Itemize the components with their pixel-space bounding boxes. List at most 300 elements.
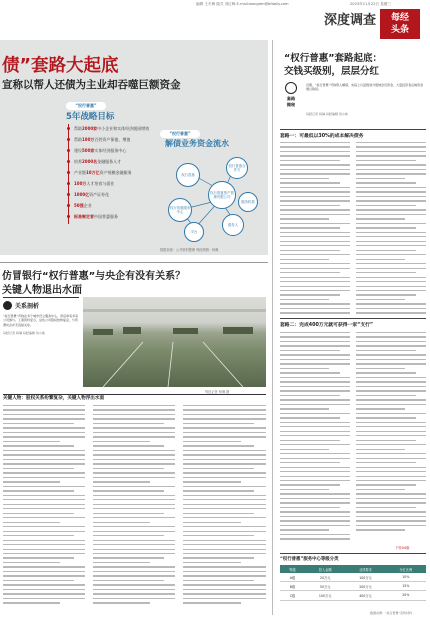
relation-box xyxy=(3,297,79,389)
right-headline-1: “权行普惠”套路起底： xyxy=(284,53,382,64)
text-line xyxy=(356,471,426,472)
text-line xyxy=(93,544,175,545)
text-line xyxy=(356,263,426,264)
text-line xyxy=(280,236,350,237)
text-line xyxy=(93,495,175,496)
text-line xyxy=(356,294,416,295)
text-line xyxy=(280,254,350,255)
text-line xyxy=(280,408,329,409)
right-col-2 xyxy=(356,142,426,317)
text-line xyxy=(93,540,175,541)
banner-caption: 数据来源：公开资料整理 每经制图：杨琳 xyxy=(160,248,219,252)
text-line xyxy=(280,359,350,360)
text-line xyxy=(3,584,85,585)
plan-item-dot xyxy=(67,149,70,152)
plan-item-prefix: 帮助 xyxy=(74,126,82,131)
text-line xyxy=(93,445,164,446)
text-line xyxy=(3,432,85,433)
text-line xyxy=(356,308,426,309)
text-line xyxy=(3,575,85,576)
diagram-node: 权行普惠服务中心 xyxy=(168,198,192,222)
text-line xyxy=(280,345,350,346)
text-line xyxy=(183,549,266,550)
text-line xyxy=(356,160,416,161)
text-line xyxy=(93,571,175,572)
text-line xyxy=(93,409,175,410)
text-line xyxy=(93,436,175,437)
text-line xyxy=(280,413,350,414)
text-line xyxy=(356,272,416,273)
text-line xyxy=(280,169,350,170)
text-line xyxy=(3,522,60,523)
diagram-node: 服务机构 xyxy=(238,192,258,212)
text-line xyxy=(356,511,426,512)
text-line xyxy=(280,241,350,242)
text-line xyxy=(356,245,426,246)
text-line xyxy=(183,580,254,581)
text-line xyxy=(356,277,426,278)
text-line xyxy=(93,441,150,442)
text-line xyxy=(280,308,350,309)
text-line xyxy=(356,200,426,201)
plan-item xyxy=(74,148,126,154)
text-line xyxy=(3,602,60,603)
text-line xyxy=(280,290,350,291)
text-line xyxy=(93,468,164,469)
table-cell: C级 xyxy=(280,591,305,600)
text-line xyxy=(280,164,350,165)
text-line xyxy=(356,399,426,400)
text-line xyxy=(93,450,175,451)
text-line xyxy=(93,584,175,585)
table-header-row xyxy=(280,565,426,573)
text-line xyxy=(280,214,350,215)
plan-item xyxy=(74,203,92,209)
text-line xyxy=(356,377,426,378)
text-line xyxy=(356,227,416,228)
text-line xyxy=(280,435,350,436)
text-line xyxy=(183,535,254,536)
text-line xyxy=(356,359,426,360)
text-line xyxy=(3,566,85,567)
text-line xyxy=(356,299,405,300)
left-col-3 xyxy=(183,405,266,607)
text-line xyxy=(356,354,426,355)
text-line xyxy=(280,350,340,351)
text-line xyxy=(183,571,266,572)
table-row xyxy=(280,591,426,600)
text-line xyxy=(280,151,350,152)
text-line xyxy=(356,142,426,143)
text-line xyxy=(183,459,266,460)
text-line xyxy=(93,531,175,532)
text-line xyxy=(3,557,74,558)
plan-title: 5年战略目标 xyxy=(66,112,115,122)
text-line xyxy=(280,471,350,472)
text-line xyxy=(280,263,350,264)
left-subtitle-bar: 关键人物：股权关系纷繁复杂，关键人物浮出水面 xyxy=(3,394,266,403)
text-line xyxy=(280,146,350,147)
banner-subhead: 宣称以帮人还债为主业却吞噬巨额资金 xyxy=(2,79,181,91)
text-line xyxy=(356,435,426,436)
plan-item-suffix: 资产规模金融服务 xyxy=(99,170,132,175)
table-cell: 200万元 xyxy=(345,582,385,591)
text-line xyxy=(183,432,266,433)
text-line xyxy=(356,520,426,521)
text-line xyxy=(356,529,405,530)
text-line xyxy=(280,259,329,260)
text-line xyxy=(280,444,350,445)
paper-logo xyxy=(380,9,420,39)
text-line xyxy=(3,414,85,415)
plan-item-dot xyxy=(67,127,70,130)
text-line xyxy=(3,504,85,505)
right-col-1 xyxy=(280,142,350,317)
text-line xyxy=(356,191,426,192)
diagram-node: 权行普惠资产管理有限公司 xyxy=(208,181,236,209)
text-line xyxy=(3,553,85,554)
text-line xyxy=(356,232,426,233)
text-line xyxy=(356,254,426,255)
text-line xyxy=(356,480,426,481)
text-line xyxy=(3,436,85,437)
plan-item-dot xyxy=(67,160,70,163)
text-line xyxy=(280,294,340,295)
text-line xyxy=(280,250,340,251)
diagram-node: 权行普惠合作方 xyxy=(226,157,248,179)
text-line xyxy=(280,191,350,192)
text-line xyxy=(93,472,175,473)
text-line xyxy=(356,498,426,499)
text-line xyxy=(3,445,74,446)
text-line xyxy=(93,549,175,550)
table-cell: A级 xyxy=(280,573,305,582)
diagram-node: 债务人 xyxy=(222,214,244,236)
text-line xyxy=(3,472,85,473)
text-line xyxy=(356,196,426,197)
text-line xyxy=(280,372,340,373)
left-subhead: 关键人物退出水面 xyxy=(2,285,82,296)
plan-item-suffix: 中小企业和实体经济脱困增效 xyxy=(97,126,150,131)
text-line xyxy=(280,381,350,382)
photo-caption: 每经记者 杨琳 摄 xyxy=(205,390,230,394)
text-line xyxy=(280,299,329,300)
text-line xyxy=(183,526,266,527)
text-line xyxy=(356,155,426,156)
text-line xyxy=(183,472,266,473)
text-line xyxy=(183,486,266,487)
text-line xyxy=(93,405,175,406)
plan-item xyxy=(74,214,118,220)
text-line xyxy=(93,553,175,554)
plan-item-number: 2000名 xyxy=(82,159,98,164)
text-line xyxy=(280,209,350,210)
text-line xyxy=(93,499,175,500)
text-line xyxy=(3,517,85,518)
text-line xyxy=(280,142,350,143)
text-line xyxy=(93,589,175,590)
plan-item-dot xyxy=(67,204,70,207)
text-line xyxy=(3,495,85,496)
text-line xyxy=(93,557,164,558)
text-line xyxy=(280,390,350,391)
text-line xyxy=(3,468,74,469)
plan-item-suffix: 人才培育与就业 xyxy=(86,181,115,186)
plan-item xyxy=(74,181,114,187)
divider xyxy=(280,129,426,130)
text-line xyxy=(356,381,426,382)
text-line xyxy=(183,540,266,541)
text-line xyxy=(280,332,350,333)
text-line xyxy=(356,426,426,427)
text-line xyxy=(93,486,175,487)
text-line xyxy=(356,182,416,183)
text-line xyxy=(3,508,85,509)
text-line xyxy=(280,341,350,342)
diagram-badge: “权行普惠” xyxy=(160,130,200,138)
table-title: “权行普惠”服务中心等级分类 xyxy=(280,557,339,562)
text-line xyxy=(280,223,350,224)
text-line xyxy=(93,513,164,514)
text-line xyxy=(93,490,164,491)
text-line xyxy=(3,490,74,491)
text-line xyxy=(356,431,426,432)
text-line xyxy=(280,520,350,521)
text-line xyxy=(93,477,175,478)
text-line xyxy=(183,468,254,469)
text-line xyxy=(280,493,350,494)
text-line xyxy=(280,277,350,278)
text-line xyxy=(280,312,350,313)
table-cell: 15% xyxy=(386,582,426,591)
text-line xyxy=(183,584,266,585)
text-line xyxy=(3,526,85,527)
text-line xyxy=(183,562,241,563)
table-source: 数据来源：“权行普惠”宣传材料 xyxy=(370,611,413,615)
text-line xyxy=(93,459,175,460)
text-line xyxy=(356,341,426,342)
text-line xyxy=(3,454,85,455)
table-cell: 20万元 xyxy=(305,573,345,582)
text-line xyxy=(356,404,426,405)
text-line xyxy=(280,187,350,188)
text-line xyxy=(280,363,350,364)
text-line xyxy=(356,493,426,494)
text-line xyxy=(3,409,85,410)
right-col-3 xyxy=(280,332,350,543)
text-line xyxy=(3,598,85,599)
plan-item-number: 100万 xyxy=(82,137,95,142)
text-line xyxy=(356,169,426,170)
text-line xyxy=(183,427,266,428)
plan-item-number: 50强 xyxy=(74,203,84,208)
right-byline: 每经记者 杨琳 每经编辑 何小桃 xyxy=(306,112,348,116)
magnifier-icon xyxy=(285,82,297,94)
plan-item-number: 2000家 xyxy=(82,126,98,131)
text-line xyxy=(356,205,416,206)
text-line xyxy=(183,436,266,437)
text-line xyxy=(183,522,241,523)
table-cell: 50万元 xyxy=(305,582,345,591)
text-line xyxy=(3,486,85,487)
plan-item-dot xyxy=(67,193,70,196)
text-line xyxy=(280,462,340,463)
text-line xyxy=(356,502,426,503)
text-line xyxy=(356,218,405,219)
text-line xyxy=(356,187,426,188)
text-line xyxy=(280,227,340,228)
text-line xyxy=(183,517,266,518)
text-line xyxy=(356,312,426,313)
text-line xyxy=(356,458,426,459)
text-line xyxy=(356,440,416,441)
text-line xyxy=(356,209,426,210)
text-line xyxy=(183,508,266,509)
text-line xyxy=(183,490,254,491)
plan-item-prefix: 帮助 xyxy=(74,137,82,142)
text-line xyxy=(356,336,426,337)
right-lead: 近期，“权行普惠”号称帮人解债，实际上以层级划分吸纳会员资金，大量投资者反映资金难以取回。 xyxy=(306,83,424,92)
text-line xyxy=(3,499,85,500)
plan-item xyxy=(74,170,132,176)
text-line xyxy=(356,214,426,215)
text-line xyxy=(356,259,405,260)
text-line xyxy=(183,423,254,424)
table-header-cell: 业绩要求 xyxy=(345,565,385,573)
text-line xyxy=(3,589,85,590)
text-line xyxy=(183,544,266,545)
table-cell: B级 xyxy=(280,582,305,591)
text-line xyxy=(183,575,266,576)
text-line xyxy=(183,445,254,446)
table-header-cell: 分红比例 xyxy=(386,565,426,573)
text-line xyxy=(183,418,266,419)
text-line xyxy=(3,593,85,594)
text-line xyxy=(280,489,329,490)
text-line xyxy=(280,507,340,508)
text-line xyxy=(280,268,350,269)
plan-item xyxy=(74,159,121,165)
diagram-node: 权行普惠 xyxy=(176,163,200,187)
text-line xyxy=(3,450,85,451)
text-line xyxy=(356,146,426,147)
top-info-bar xyxy=(0,0,430,8)
text-line xyxy=(280,196,350,197)
text-line xyxy=(93,522,150,523)
plan-item xyxy=(74,192,109,198)
text-line xyxy=(356,484,416,485)
text-line xyxy=(183,513,254,514)
text-line xyxy=(3,513,74,514)
text-line xyxy=(356,516,426,517)
text-line xyxy=(3,441,60,442)
text-line xyxy=(356,303,426,304)
text-line xyxy=(93,562,150,563)
text-line xyxy=(3,549,85,550)
text-line xyxy=(93,535,164,536)
text-line xyxy=(93,566,175,567)
text-line xyxy=(356,368,405,369)
plan-item-suffix: 百姓资产保值、增值 xyxy=(94,137,131,142)
text-line xyxy=(280,395,340,396)
banner-headline: 债”套路大起底 xyxy=(2,56,119,76)
text-line xyxy=(356,449,405,450)
text-line xyxy=(183,481,241,482)
right-tag xyxy=(280,82,302,112)
text-line xyxy=(93,432,175,433)
text-line xyxy=(93,504,175,505)
text-line xyxy=(183,441,241,442)
plan-item-suffix: 资产证券化 xyxy=(89,192,110,197)
text-line xyxy=(183,531,266,532)
field-photo xyxy=(83,297,266,387)
text-line xyxy=(280,368,329,369)
next-page-note: 下转04版 xyxy=(395,546,410,550)
text-line xyxy=(356,476,426,477)
text-line xyxy=(280,476,350,477)
text-line xyxy=(356,507,416,508)
text-line xyxy=(280,538,350,539)
text-line xyxy=(93,593,175,594)
date-info: 2023年11月22日 星期三 xyxy=(350,2,391,6)
text-line xyxy=(356,417,416,418)
left-headline: 仿冒银行“权行普惠”与央企有没有关系？ xyxy=(2,271,186,282)
plan-item-number: 1000亿 xyxy=(74,192,90,197)
section-1-title: 套路一：可最低以30%的成本解决债务 xyxy=(280,134,364,139)
level-table xyxy=(280,565,426,601)
text-line xyxy=(183,499,266,500)
text-line xyxy=(280,205,340,206)
table-cell: 10% xyxy=(386,573,426,582)
text-line xyxy=(356,223,426,224)
text-line xyxy=(93,454,175,455)
text-line xyxy=(356,395,416,396)
text-line xyxy=(183,566,266,567)
edition-info: 编辑 王冬梅 版式 刘红梅 E-mail:wangdm@bfdaily.com xyxy=(196,2,289,6)
diagram-title: 解债业务资金流水 xyxy=(165,139,229,148)
plan-item-suffix: 企业 xyxy=(83,203,92,208)
text-line xyxy=(93,598,175,599)
plan-item-number: 100万 xyxy=(74,181,87,186)
text-line xyxy=(93,575,175,576)
plan-item-number: 标准制定者 xyxy=(74,214,94,219)
text-line xyxy=(356,525,426,526)
plan-item-suffix: 金融服务人才 xyxy=(97,159,122,164)
plan-item-prefix: 产业链 xyxy=(74,170,86,175)
text-line xyxy=(3,571,85,572)
text-line xyxy=(280,178,329,179)
text-line xyxy=(356,268,426,269)
text-line xyxy=(280,422,350,423)
text-line xyxy=(280,417,340,418)
text-line xyxy=(183,414,266,415)
text-line xyxy=(183,477,266,478)
text-line xyxy=(280,354,350,355)
text-line xyxy=(356,250,416,251)
text-line xyxy=(280,377,350,378)
table-cell: 20% xyxy=(386,591,426,600)
text-line xyxy=(280,336,350,337)
text-line xyxy=(280,286,350,287)
plan-badge: “权行普惠” xyxy=(66,102,106,110)
text-line xyxy=(280,232,350,233)
text-line xyxy=(93,481,150,482)
text-line xyxy=(356,151,426,152)
text-line xyxy=(280,534,350,535)
text-line xyxy=(280,511,350,512)
field-photo-detail xyxy=(83,297,266,387)
text-line xyxy=(280,467,350,468)
